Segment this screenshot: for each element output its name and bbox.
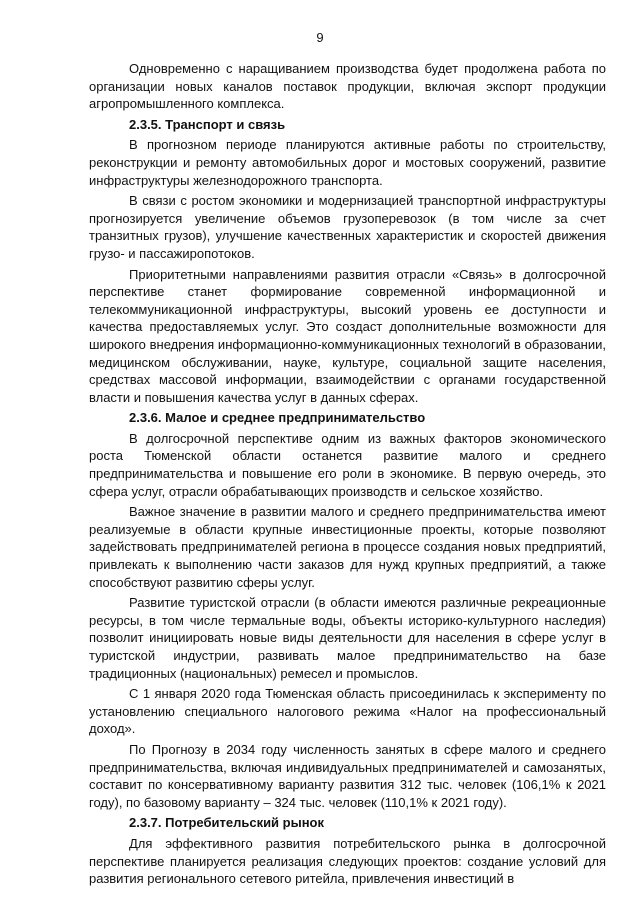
paragraph: Для эффективного развития потребительского рынка в долгосрочной перспективе планируется реализация следующих проектов: создание условий для развития регионального сетевого ритейла, привлечения инвестиций в: [89, 835, 606, 887]
paragraph: В связи с ростом экономики и модернизацией транспортной инфраструктуры прогнозируется увеличение объемов грузоперевозок (в том числе за счет транзитных грузов), улучшение качественных характеристик и скоростей движения грузо- и пассажиропотоков.: [89, 193, 606, 261]
paragraph: Одновременно с наращиванием производства будет продолжена работа по организации новых каналов поставок продукции, включая экспорт продукции агропромышленного комплекса.: [89, 61, 606, 112]
paragraph: По Прогнозу в 2034 году численность занятых в сфере малого и среднего предпринимательства, включая индивидуальных предпринимателей и самозанятых, составит по консервативному варианту развития 312 тыс. человек (106,1% к 2021 году), по базовому варианту – 324 тыс. человек (110,1% к 2021 году).: [89, 741, 606, 810]
section-heading-consumer-market: 2.3.7. Потребительский рынок: [129, 815, 325, 831]
section-heading-small-business: 2.3.6. Малое и среднее предпринимательство: [129, 410, 426, 426]
paragraph: Развитие туристской отрасли (в области имеются различные рекреационные ресурсы, в том числе термальные воды, объекты историко-культурного наследия) позволит инициировать новые виды деятельности для населения в сфере услуг в туристской индустрии, развивать малое предпринимательство на базе традиционных (национальных) ремесел и промыслов.: [89, 595, 606, 681]
section-heading-transport: 2.3.5. Транспорт и связь: [129, 116, 286, 132]
page-number: 9: [316, 30, 324, 45]
paragraph: С 1 января 2020 года Тюменская область присоединилась к эксперименту по установлению специального налогового режима «Налог на профессиональный доход».: [89, 686, 606, 737]
paragraph: В долгосрочной перспективе одним из важных факторов экономического роста Тюменской области останется развитие малого и среднего предпринимательства и повышение его роли в экономике. В первую очередь, это сфера услуг, отрасли обрабатывающих производств и сельское хозяйство.: [89, 430, 606, 499]
document-body: [89, 60, 606, 891]
paragraph: Приоритетными направлениями развития отрасли «Связь» в долгосрочной перспективе станет формирование современной информационной и телекоммуникационной инфраструктуры, высокий уровень ее доступности и качества предоставляемых услуг. Это создаст дополнительные возможности для широкого внедрения информационно-коммуникационных технологий в образовании, медицинском обслуживании, науке, культуре, социальной защите населения, средствах массовой информации, взаимодействии с органами государственной власти и повышения качества услуг в данных сферах.: [89, 266, 606, 405]
paragraph: В прогнозном периоде планируются активные работы по строительству, реконструкции и ремонту автомобильных дорог и мостовых сооружений, развитие инфраструктуры железнодорожного транспорта.: [89, 137, 606, 188]
paragraph: Важное значение в развитии малого и среднего предпринимательства имеют реализуемые в области крупные инвестиционные проекты, которые позволяют задействовать предпринимателей региона в процессе создания новых предприятий, привлекать к выполнению части заказов для нужд крупных предприятий, а также способствуют развитию сферы услуг.: [89, 504, 606, 590]
